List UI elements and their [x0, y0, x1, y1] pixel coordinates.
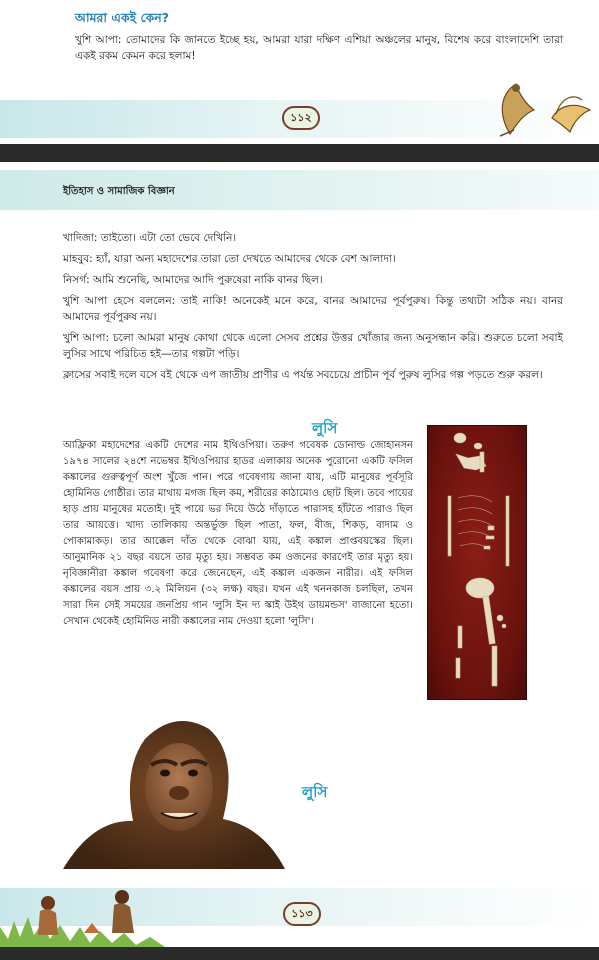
dialogue-nisorgo: নিসর্গ: আমি শুনেছি, আমাদের আদি পুরুষেরা নাকি বানর ছিল। [63, 274, 323, 286]
lucy-heading: লুসি [312, 419, 338, 437]
cave-people-illustration [0, 877, 180, 947]
section-heading-why-same: আমরা একই কেন? [75, 10, 170, 25]
lucy-description: আফ্রিকা মহাদেশের একটি দেশের নাম ইথিওপিয়া। তরুণ গবেষক ডোনাল্ড জোহানসন ১৯৭৪ সালের ২৪শে নভেম্বর ইথিওপিয়ার হাডর এলাকায় অনেক পুরোনো একটি ফসিল কঙ্কালের গুরুত্বপূর্ণ অংশ খুঁজে পান। পরে গবেষণায় জানা যায়, এটি মানুষের পূর্বসূরি হোমিনিড গোষ্ঠীর। তার মাথায় মগজ ছিল কম, শরীরের কাঠামোও ছোট ছিল। তবে পায়ের হাড় প্রায় মানুষের মতোই। দুই পায়ে ভর দিয়ে উঠে দাঁড়াতে পারাসহ হাঁটতে পারাও ছিল তার আয়ত্তে। খাদ্য তালিকায় অন্তর্ভুক্ত ছিল পাতা, ফল, বীজ, শিকড়, বাদাম ও পোকামাকড়। তার আক্কেল দাঁত থেকে বোঝা যায়, এই কঙ্কাল প্রাপ্তবয়স্কের ছিল। আনুমানিক ২১ বছর বয়সে তার মৃত্যু হয়। সম্ভবত কম ওজনের কারণেই তার মৃত্যু হয়। নৃবিজ্ঞানীরা কঙ্কাল গবেষণা করে জেনেছেন, এই কঙ্কাল একজন নারীর। এই ফসিল কঙ্কালের বয়স প্রায় ৩.২ মিলিয়ন (৩২ লক্ষ) বছর। যখন এই খননকাজ চলছিল, তখন সারা দিন সেই সময়ের জনপ্রিয় গান 'লুসি ইন দ্য স্কাই উইথ ডায়মন্ডস' বাজানো হতো। সেখান থেকেই হোমিনিড নারী কঙ্কালের নাম দেওয়া হলো 'লুসি'। [63, 440, 413, 627]
dialogue-mahbub: মাহবুব: হ্যাঁ, যারা অন্য মহাদেশের তারা তো দেখতে আমাদের থেকে বেশ আলাদা। [63, 253, 396, 265]
lucy-image-caption: লুসি [302, 783, 328, 801]
dialogue-khushi-apa-1: খুশি আপা হেসে বললেন: তাই নাকি! অনেকেই মনে করে, বানর আমাদের পূর্বপুরুষ। কিন্তু তথ্যটা সঠিক নয়। বানর আমাদের পূর্বপুরুষ নয়। [63, 295, 563, 323]
page-number-113: ১১৩ [283, 902, 321, 926]
hominid-face-icon [63, 709, 285, 869]
bird-illustration [490, 74, 599, 142]
dialogue-khushi-apa-2: খুশি আপা: চলো আমরা মানুষ কোথা থেকে এলো সেসব প্রশ্নের উত্তর খোঁজার জন্য অনুসন্ধান করি। শুরুতে চলো সবাই লুসির সাথে পরিচিত হই—তার গল্পটা পড়ি। [63, 332, 563, 360]
page-number-112: ১১২ [282, 106, 320, 130]
lucy-skeleton-photo [427, 425, 527, 700]
lucy-reconstruction-image [63, 709, 285, 869]
skeleton-bones-icon [428, 426, 526, 699]
dialogue-khadija: খাদিজা: তাইতো। এটা তো ভেবে দেখিনি। [63, 232, 237, 244]
page-113 [0, 162, 599, 947]
class-activity: ক্লাসের সবাই দলে বসে বই থেকে এপ জাতীয় প্রাণীর এ পর্যন্ত সবচেয়ে প্রাচীন পূর্ব পুরুষ লুসির গল্প পড়তে শুরু করল। [63, 369, 543, 381]
khushi-apa-question: খুশি আপা: তোমাদের কি জানতে ইচ্ছে হয়, আমরা যারা দক্ষিণ এশিয়া অঞ্চলের মানুষ, বিশেষ করে বাংলাদেশি তারা একই রকম কেমন করে হলাম! [75, 34, 563, 62]
page-112 [0, 0, 599, 144]
section-label: ইতিহাস ও সামাজিক বিজ্ঞান [63, 186, 175, 197]
